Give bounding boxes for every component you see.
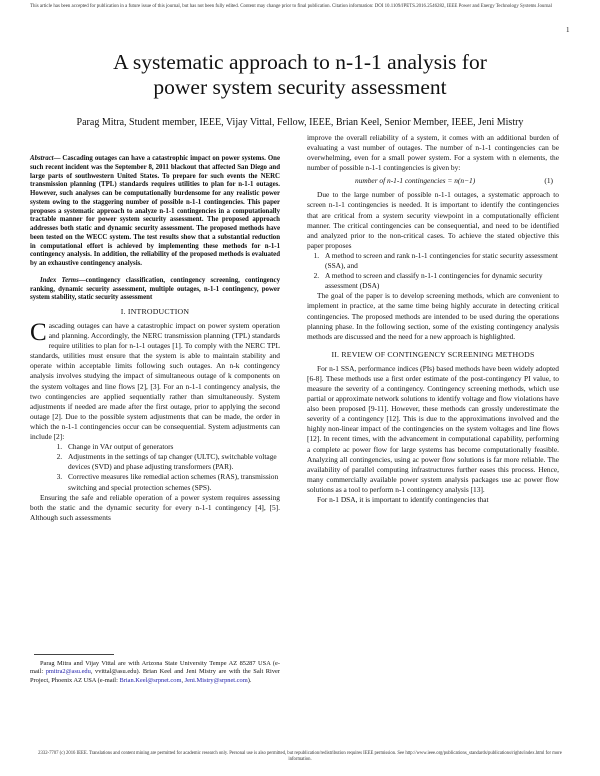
footnote-text: , vvittal@asu.edu). Brian Keel and Jeni Mistry are with the Salt River Project, Phoenix AZ USA (e-mail:	[30, 668, 280, 684]
abstract-text: — Cascading outages can have a catastrophic impact on power systems. One such recent incident was the September 8, 2011 blackout that affected San Diego and large parts of southwestern United States. To prepare for such events the NERC transmission planning (TPL) standards requires utilities to plan for n-1-1 outages. However, such analyses can be computationally burdensome for any realistic power system owing to the staggering number of possible n-1-1 contingencies. This paper proposes a systematic approach to analyze n-1-1 contingencies in a computationally tractable manner for power system security assessment. The proposed approach addresses both static and dynamic security assessment. The proposed methods have been tested on the WECC system. The test results show that a substantial reduction in computational effort is achieved by implementing these methods for n-1-1 contingency analysis. In addition, the reliability of the proposed methods is evaluated by an exhaustive contingency analysis.	[30, 155, 280, 267]
list-item: 3. Corrective measures like remedial action schemes (RAS), transmission switching and special protection schemes (SPS).	[64, 472, 280, 492]
email-link[interactable]: pmitra2@asu.edu	[45, 668, 91, 676]
title-line-2: power system security assessment	[153, 75, 447, 99]
right-paragraph-3: The goal of the paper is to develop screening methods, which are convenient to implement in practice, at the same time being highly accurate in detecting critical contingencies. The proposed methods are intended to be used during the operations planning phase. In the following section, some of the existing contingency analysis methods are discussed and the need for a new approach is highlighted.	[307, 291, 559, 341]
page-number: 1	[566, 26, 570, 34]
left-column	[30, 135, 280, 523]
footnote-text: ,	[181, 676, 185, 684]
abstract	[30, 155, 280, 269]
email-link[interactable]: Jeni.Mistry@srpnet.com	[184, 676, 248, 684]
section-heading-review: II. REVIEW OF CONTINGENCY SCREENING METHODS	[331, 349, 535, 359]
paper-title	[40, 50, 560, 100]
equation-text: number of n-1-1 contingencies = n(n−1)	[355, 176, 476, 186]
proposal-list	[307, 251, 559, 291]
list-item: 2. Adjustments in the settings of tap changer (ULTC), switchable voltage devices (SVD) and phase adjusting transformers (PAR).	[64, 452, 280, 472]
footnote-text: ).	[247, 676, 252, 684]
copyright-note: 2332-7707 (c) 2016 IEEE. Translations and content mining are permitted for academic research only. Personal use is also permitted, but republication/redistribution requires IEEE permission. See http://www.ieee.org/publications_standards/publications/rights/index.html for more information.	[38, 751, 562, 763]
footnote-text: Parag Mitra and Vijay Vittal are with Arizona State University Tempe AZ 85287 USA (e-mail:	[30, 660, 280, 676]
review-paragraph-2: For n-1 DSA, it is important to identify contingencies that	[317, 495, 489, 504]
index-terms-text: —contingency classification, contingency screening, contingency ranking, dynamic security assessment, multiple outages, n-1-1 contingency, power system stability, static security assessment	[30, 276, 280, 302]
intro-paragraph-1-text: ascading outages can have a catastrophic impact on power system operation and planning. Accordingly, the NERC transmission planning (TPL) standards require utilities to plan for n-1-1 outages [1]. To comply with the NERC TPL standards, utilities must ensure that the system is able to maintain stability and operate within acceptable limits following such outages. An n-k contingency analysis involves studying the impact of simultaneous outage of k components on the system voltages and line flows [2], [3]. For an n-1-1 contingency analysis, the two contingencies are applied sequentially rather than simultaneously. System adjustments if needed are made after the first outage, prior to applying the second outage [2]. Due to the possible system adjustments that can be made, the order in which the n-1-1 contingencies occur can be consequential. System adjustments can include [2]:	[30, 321, 280, 442]
email-link[interactable]: Brian.Keel@srpnet.com	[119, 676, 182, 684]
title-line-1: A systematic approach to n-1-1 analysis for	[113, 50, 487, 74]
acceptance-note: This article has been accepted for publication in a future issue of this journal, but has not been fully edited. Content may change prior to final publication. Citation information: DOI 10.1109/JPETS.2016.2546282, IEEE Power and Energy Technology Systems Journal	[30, 4, 552, 9]
index-terms	[30, 277, 280, 303]
right-paragraph-1: improve the overall reliability of a system, it comes with an additional burden of evaluating a vast number of outages. The number of n-1-1 contingencies can be overwhelming, even for a small power system. For a system with n elements, the number of possible n-1-1 contingencies is given by:	[307, 133, 559, 173]
equation-1	[307, 175, 559, 187]
drop-cap: C	[30, 319, 47, 346]
abstract-lead: Abstract	[30, 155, 54, 162]
system-adjustments-list	[30, 442, 280, 492]
review-paragraph-1: For n-1 SSA, performance indices (PIs) based methods have been widely adopted [6-8]. These methods use a first order estimate of the post-contingency PI value, to measure the severity of a contingency. Contingency screening methods, which use partial or approximate network solutions to identify voltage and flow violations have also been proposed [9-11]. However, these methods can grossly underestimate the severity of a contingency [12]. This is due to the approximations involved and the highly non-linear impact of the contingencies on the system voltages and line flows [12]. In recent times, with the advancement in computational capability, performing a complete ac power flow for large systems has become computationally feasible. Analyzing all contingencies, using ac power flow solutions is far more reliable. The availability of parallel computing infrastructures further eases this process. Hence, many commercially available power system analysis packages use ac power flow solutions as a tool to perform n-1 contingency analysis [13].	[307, 363, 559, 494]
intro-paragraph-1	[30, 321, 280, 442]
author-footnote	[30, 660, 280, 685]
list-item: 1. A method to screen and rank n-1-1 contingencies for static security assessment (SSA), and	[321, 251, 559, 271]
footnote-divider	[34, 654, 114, 655]
section-heading-introduction: I. INTRODUCTION	[120, 307, 190, 316]
right-column	[307, 133, 559, 505]
index-terms-lead: Index Terms	[40, 276, 79, 284]
list-item: 1. Change in VAr output of generators	[64, 442, 280, 452]
intro-paragraph-2: Ensuring the safe and reliable operation of a power system requires assessing both the static and the dynamic security for every n-1-1 contingency [4], [5]. Although such assessments	[30, 492, 280, 522]
right-paragraph-2: Due to the large number of possible n-1-1 outages, a systematic approach to screen n-1-1 contingencies is needed. It is important to identify the contingencies that are critical from a system security viewpoint in a computationally efficient manner. The critical contingencies can be consequential, and need to be identified and analyzed prior to the non-critical cases. To achieve the stated objective this paper proposes	[307, 190, 559, 250]
equation-number: (1)	[544, 176, 553, 186]
author-list: Parag Mitra, Student member, IEEE, Vijay Vittal, Fellow, IEEE, Brian Keel, Senior Member, IEEE, Jeni Mistry	[76, 117, 524, 128]
list-item: 2. A method to screen and classify n-1-1 contingencies for dynamic security assessment (DSA)	[321, 271, 559, 291]
